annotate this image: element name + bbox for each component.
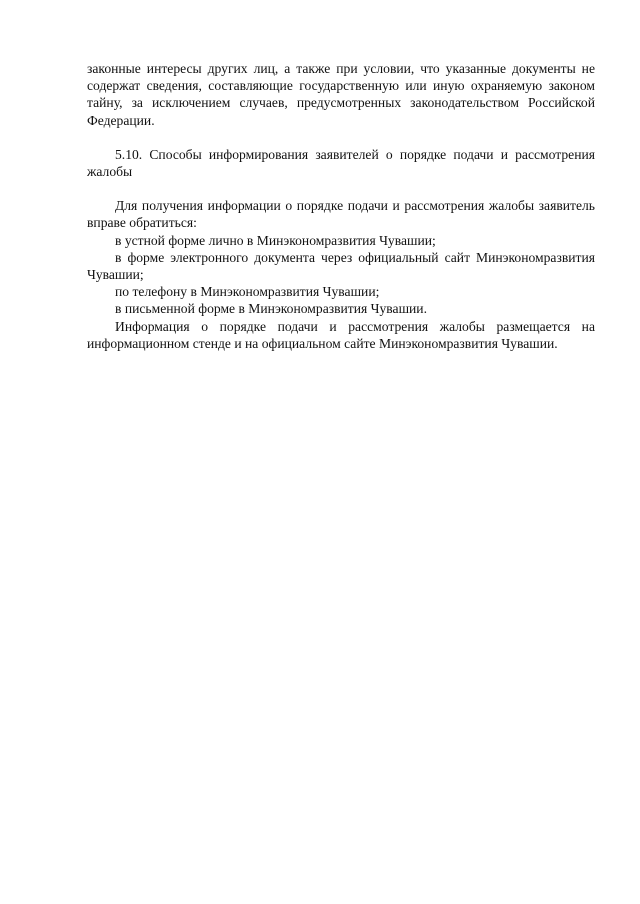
section-heading: 5.10. Способы информирования заявителей о порядке подачи и рассмотрения жалобы bbox=[87, 146, 595, 180]
closing-paragraph: Информация о порядке подачи и рассмотрения жалобы размещается на информационном стенде и на официальном сайте Минэкономразвития Чувашии. bbox=[87, 318, 595, 351]
option-electronic: в форме электронного документа через официальный сайт Минэкономразвития Чувашии; bbox=[87, 249, 595, 283]
option-written: в письменной форме в Минэкономразвития Чувашии. bbox=[115, 301, 427, 317]
continuation-paragraph: законные интересы других лиц, а также при условии, что указанные документы не содержат сведения, составляющие государственную или иную охраняемую законом тайну, за исключением случаев, предусмотренных законодательством Российской Федерации. bbox=[87, 61, 595, 128]
document-page bbox=[87, 60, 595, 352]
spacer bbox=[87, 129, 595, 146]
option-phone: по телефону в Минэкономразвития Чувашии; bbox=[115, 284, 380, 300]
intro-paragraph: Для получения информации о порядке подачи и рассмотрения жалобы заявитель вправе обратиться: bbox=[87, 198, 595, 231]
option-oral: в устной форме лично в Минэкономразвития Чувашии; bbox=[115, 232, 436, 248]
spacer bbox=[87, 180, 595, 197]
